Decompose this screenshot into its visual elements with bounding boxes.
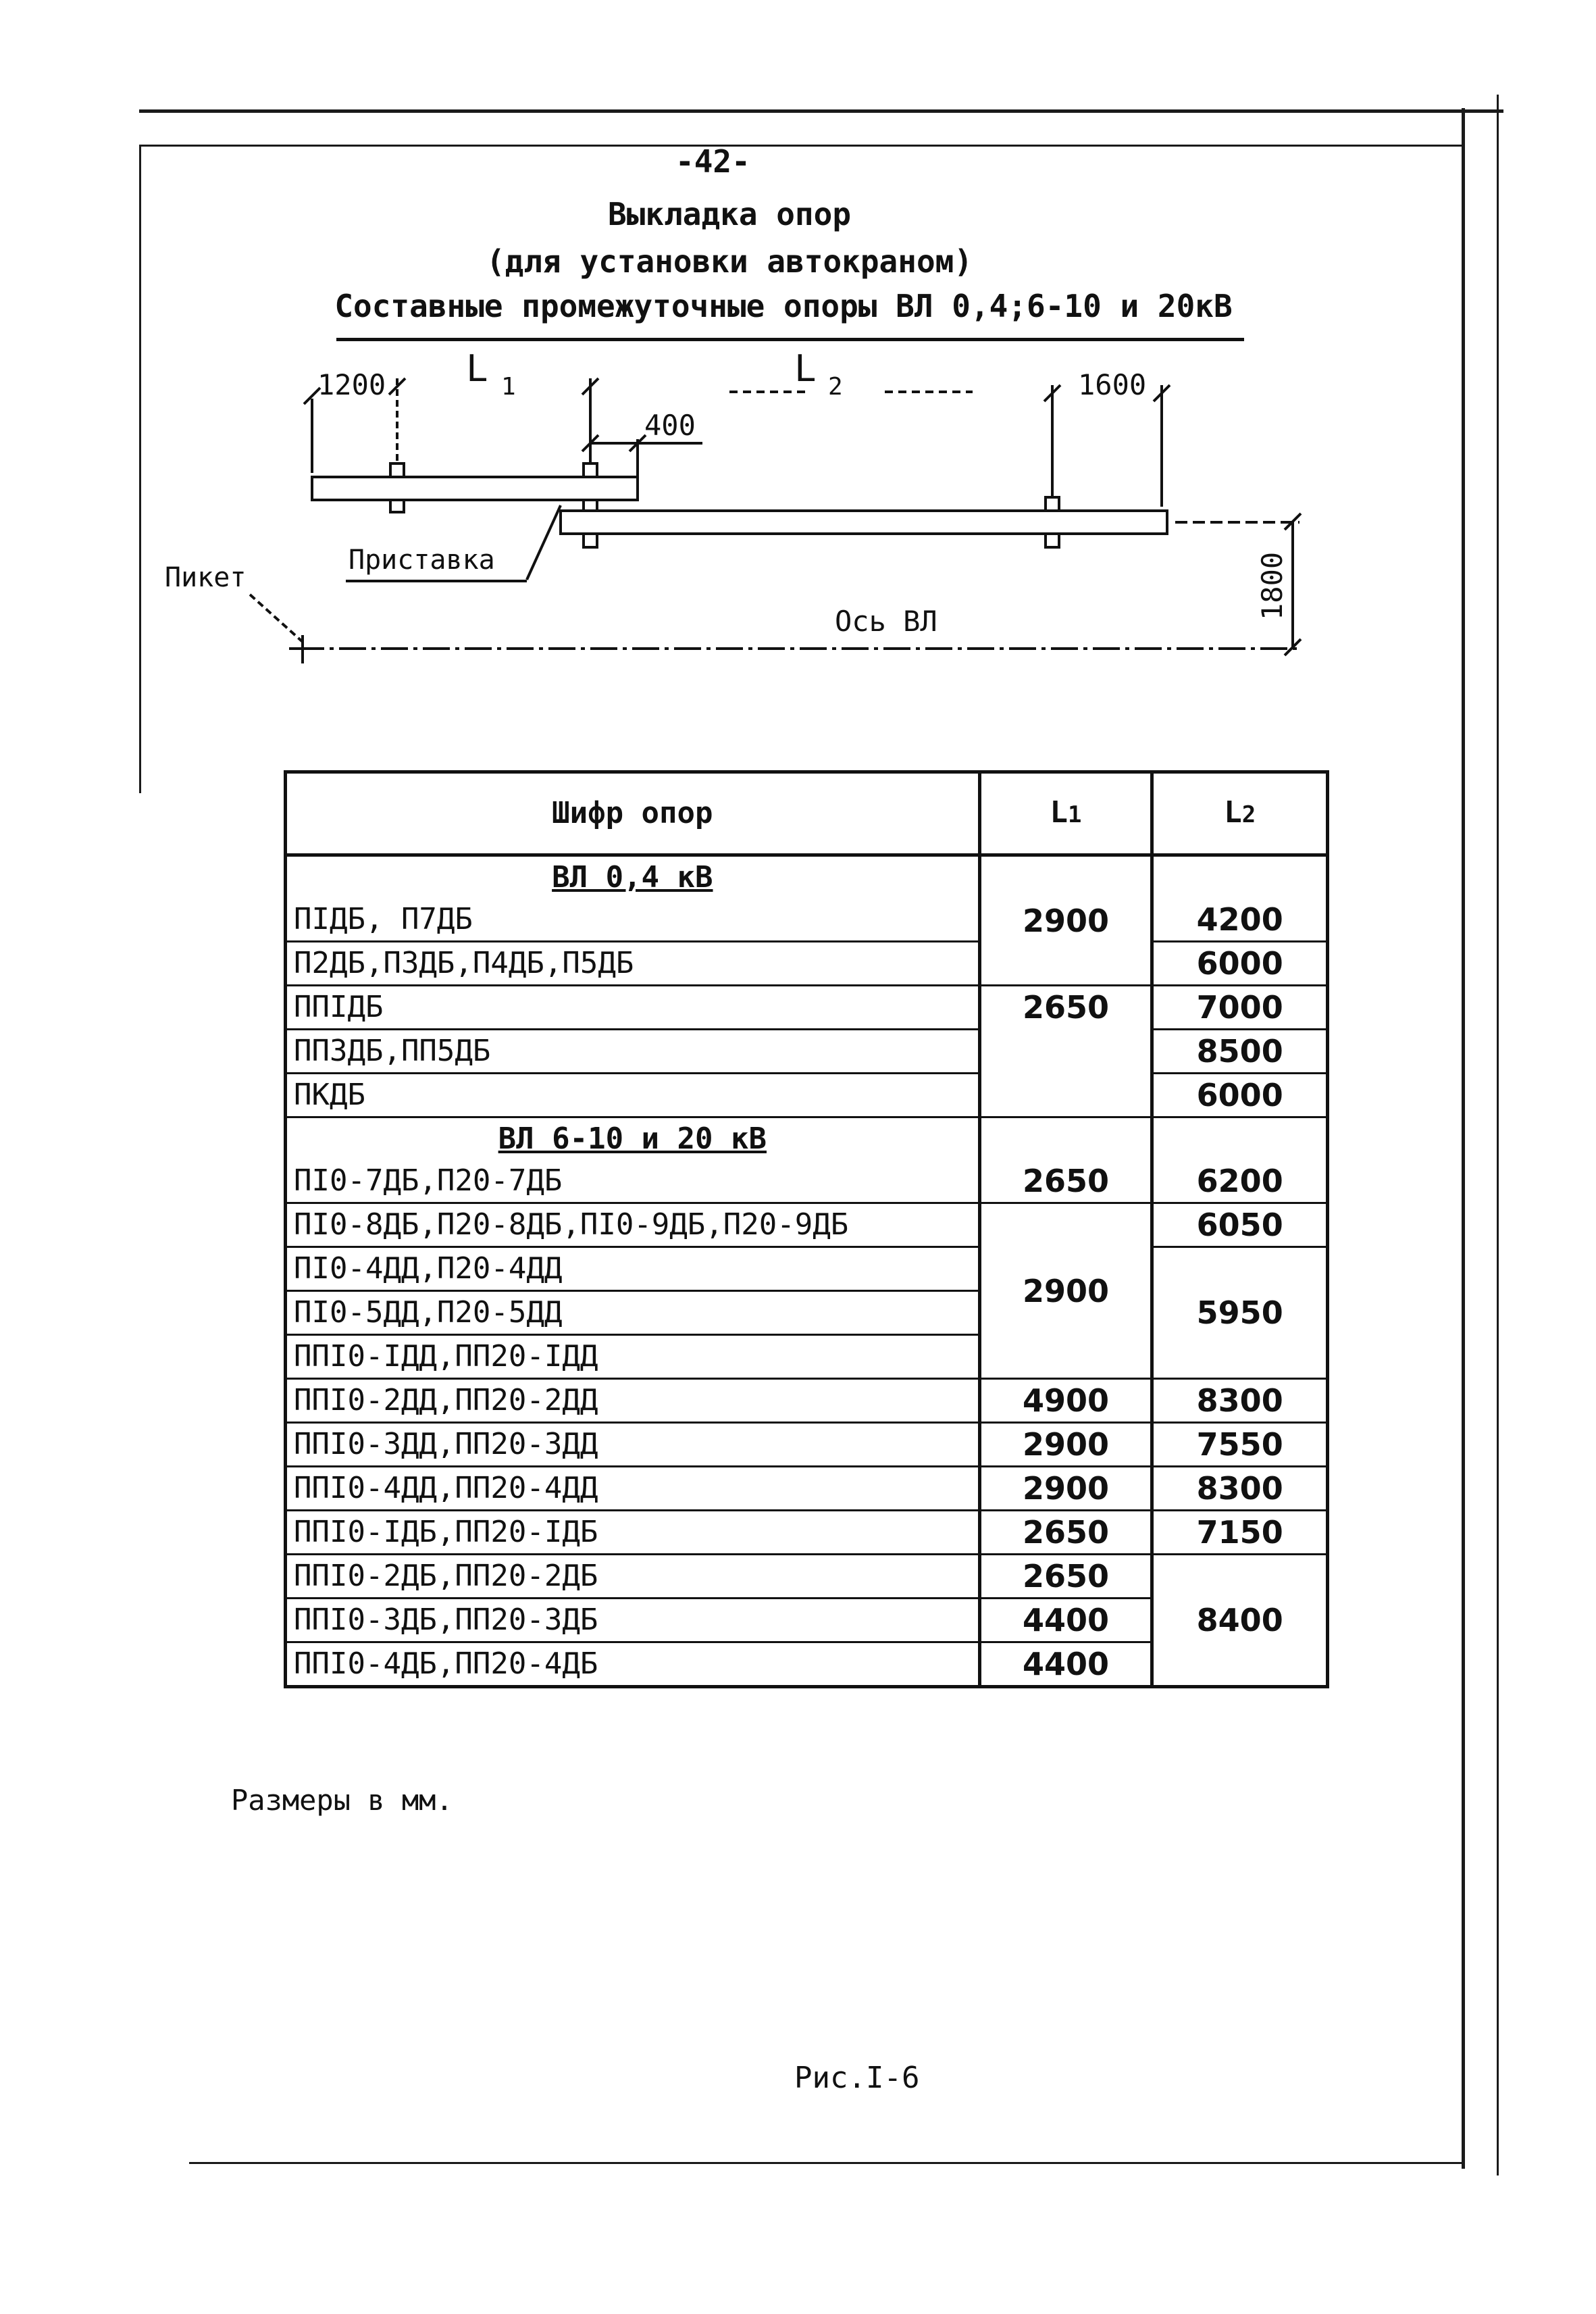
piket-leader: [250, 595, 303, 642]
table-row: [286, 1203, 1328, 1247]
l2-cell: 8400: [1152, 1555, 1328, 1687]
header-l1: [979, 772, 1152, 855]
l2-cell: 7550: [1152, 1423, 1328, 1467]
page-heading: Составные промежуточные опоры ВЛ 0,4;6-10 и 20кВ: [334, 288, 1233, 324]
l2-cell: 7000: [1152, 986, 1328, 1030]
name-cell: ППI0-IДБ,ПП20-IДБ: [286, 1511, 980, 1555]
l1-cell: 4400: [979, 1599, 1152, 1642]
l1-cell: 4900: [979, 1379, 1152, 1423]
l2-cell: 8300: [1152, 1379, 1328, 1423]
bolt-icon: [1046, 497, 1059, 511]
l2-cell: 5950: [1152, 1247, 1328, 1379]
l2-cell: 6000: [1152, 942, 1328, 986]
name-cell: ППI0-3ДД,ПП20-3ДД: [286, 1423, 980, 1467]
name-cell: ПI0-8ДБ,П20-8ДБ,ПI0-9ДБ,П20-9ДБ: [286, 1203, 980, 1247]
l1-value: 2900: [1022, 902, 1110, 939]
label-pristavka: Приставка: [349, 545, 495, 576]
name-cell: ПI0-4ДД,П20-4ДД: [286, 1247, 980, 1291]
name-cell: ПКДБ: [286, 1074, 980, 1117]
dim-1600: 1600: [1078, 368, 1147, 401]
l1-cell: 4400: [979, 1642, 1152, 1687]
table-row: [286, 1467, 1328, 1511]
table-row: [286, 1379, 1328, 1423]
table-cell-l1: [979, 855, 1152, 986]
group-label: ВЛ 6-10 и 20 кВ: [286, 1117, 980, 1161]
table-group-row: [286, 855, 1328, 899]
group-label: ВЛ 0,4 кВ: [286, 855, 980, 899]
lower-pole: [561, 511, 1167, 534]
l1-cell: 2900: [979, 1467, 1152, 1511]
upper-pole: [312, 477, 638, 500]
table-row: [286, 1423, 1328, 1467]
name-cell: ПIДБ, П7ДБ: [286, 899, 980, 942]
name-cell: ППI0-2ДД,ПП20-2ДД: [286, 1379, 980, 1423]
l2-cell: 6200: [1152, 1117, 1328, 1203]
dim-400: 400: [644, 409, 696, 442]
bolt-icon: [584, 534, 597, 547]
table-cell-l2-spacer: [1152, 855, 1328, 899]
table-row: [286, 1030, 1328, 1074]
name-cell: ПП3ДБ,ПП5ДБ: [286, 1030, 980, 1074]
l1-cell: 2900: [979, 1423, 1152, 1467]
l1-cell: 2650: [979, 1511, 1152, 1555]
header-name: Шифр опор: [286, 772, 980, 855]
pristavka-leader: [527, 505, 561, 580]
page-title: Выкладка опор: [607, 196, 852, 232]
name-cell: ППI0-4ДД,ПП20-4ДД: [286, 1467, 980, 1511]
bolt-icon: [584, 463, 597, 477]
l2-cell: 6000: [1152, 1074, 1328, 1117]
header-l2-sub: 2: [1241, 801, 1256, 828]
table-row: [286, 1511, 1328, 1555]
name-cell: ППI0-4ДБ,ПП20-4ДБ: [286, 1642, 980, 1687]
table-row: [286, 1074, 1328, 1117]
label-axis: Ось ВЛ: [835, 605, 937, 638]
name-cell: ППI0-3ДБ,ПП20-3ДБ: [286, 1599, 980, 1642]
bolt-icon: [1046, 534, 1059, 547]
label-L2-sub: 2: [828, 373, 843, 401]
name-cell: ПI0-7ДБ,П20-7ДБ: [286, 1160, 980, 1203]
pole-spans-table: [284, 770, 1329, 1688]
bolt-icon: [390, 500, 404, 512]
page-number: -42-: [675, 143, 750, 180]
label-L1-sub: 1: [501, 373, 516, 401]
table-group-row: [286, 1117, 1328, 1161]
header-l2: [1152, 772, 1328, 855]
table-row: [286, 986, 1328, 1030]
l1-cell: 2650: [979, 986, 1152, 1117]
header-l1-letter: L: [1050, 795, 1069, 830]
name-cell: ППI0-IДД,ПП20-IДД: [286, 1335, 980, 1379]
l2-cell: 4200: [1152, 899, 1328, 942]
name-cell: ППIДБ: [286, 986, 980, 1030]
l1-cell: 2900: [979, 1203, 1152, 1379]
frame-bottom-line: [189, 2162, 1462, 2164]
label-L1: L: [466, 347, 488, 390]
name-cell: ППI0-2ДБ,ПП20-2ДБ: [286, 1555, 980, 1599]
table-row: [286, 1247, 1328, 1291]
l2-cell: 8500: [1152, 1030, 1328, 1074]
l1-cell: 2650: [979, 1555, 1152, 1599]
name-cell: П2ДБ,П3ДБ,П4ДБ,П5ДБ: [286, 942, 980, 986]
header-l1-sub: 1: [1068, 801, 1082, 828]
bolt-icon: [390, 463, 404, 477]
l2-cell: 6050: [1152, 1203, 1328, 1247]
table-row: [286, 942, 1328, 986]
dim-1200: 1200: [317, 368, 386, 401]
l1-cell: 2650: [979, 1117, 1152, 1203]
pole-layout-diagram: [0, 0, 1596, 743]
label-piket: Пикет: [165, 562, 247, 593]
l2-cell: 7150: [1152, 1511, 1328, 1555]
l2-cell: 8300: [1152, 1467, 1328, 1511]
units-note: Размеры в мм.: [231, 1784, 453, 1817]
table-row: [286, 1555, 1328, 1599]
figure-caption: Рис.I-6: [794, 2061, 920, 2095]
header-l2-letter: L: [1224, 795, 1242, 830]
page-subtitle: (для установки автокраном): [486, 243, 973, 280]
table-header-row: [286, 772, 1328, 855]
label-L2: L: [794, 347, 817, 390]
name-cell: ПI0-5ДД,П20-5ДД: [286, 1291, 980, 1335]
dim-1800: 1800: [1256, 551, 1289, 620]
table-row: [286, 899, 1328, 942]
bolt-icon: [584, 500, 597, 511]
